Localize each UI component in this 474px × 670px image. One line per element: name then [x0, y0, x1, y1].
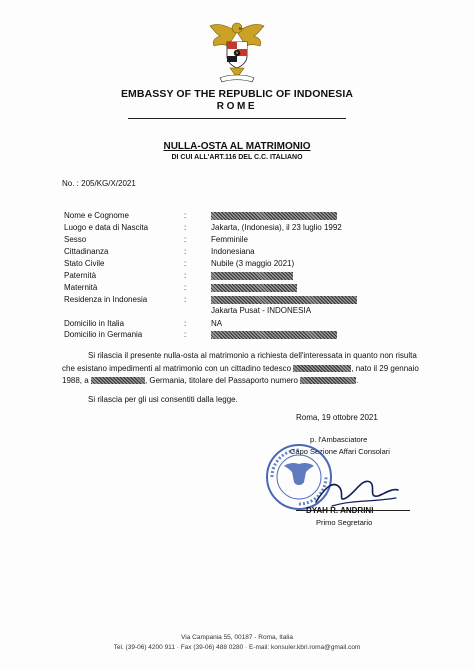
field-separator: : — [184, 319, 187, 328]
redaction-block — [300, 376, 359, 385]
field-label: Luogo e data di Nascita — [64, 223, 149, 232]
field-separator: : — [184, 330, 187, 339]
field-value: Femminile — [211, 235, 248, 244]
redaction-block — [211, 296, 357, 304]
field-row-paternity — [64, 270, 404, 281]
field-value: NA — [211, 319, 223, 328]
redaction-block — [293, 365, 351, 372]
document-title: NULLA-OSTA AL MATRIMONIO — [163, 141, 311, 152]
field-row-maternity — [64, 282, 404, 293]
garuda-emblem-icon — [208, 18, 266, 86]
field-value-redacted — [211, 282, 297, 293]
field-separator: : — [184, 283, 187, 292]
field-value: Nubile (3 maggio 2021) — [211, 259, 295, 268]
field-label: Stato Civile — [64, 259, 105, 268]
embassy-city: ROME — [216, 101, 258, 112]
residence-city: Jakarta Pusat - INDONESIA — [211, 306, 312, 315]
field-row-citizenship — [64, 246, 404, 257]
field-label: Maternità — [64, 283, 98, 292]
field-value-redacted — [211, 270, 293, 281]
redaction-block — [211, 331, 337, 339]
field-value: Jakarta, (Indonesia), il 23 luglio 1992 — [211, 223, 342, 232]
paragraph-text: . — [356, 376, 359, 385]
field-value-redacted — [211, 210, 337, 221]
signatory-role: Capo Sezione Affari Consolari — [290, 447, 390, 456]
field-separator: : — [184, 295, 187, 304]
paragraph-text: , nato il 29 gennaio 1988, a — [62, 363, 419, 385]
redaction-block — [91, 377, 145, 384]
paragraph-text: Si rilascia il presente nulla-osta al matrimonio a richiesta dell'interessata in quanto non risulta che esistano impedimenti al matrimonio con un cittadino tedesco — [62, 351, 417, 373]
field-row-birth — [64, 222, 404, 233]
legal-use-line: Si rilascia per gli usi consentiti dalla legge. — [88, 395, 238, 404]
footer-contacts: Tel. (39-06) 4200 911 · Fax (39-06) 488 0280 · E-mail: konsuler.kbri.roma@gmail.com — [113, 644, 361, 651]
paragraph-text: , Germania, titolare del Passaporto numero — [144, 376, 298, 385]
signatory-name: DYAH R. ANDRINI — [306, 506, 374, 515]
redaction-block — [211, 212, 337, 220]
document-subtitle: DI CUI ALL'ART.116 DEL C.C. ITALIANO — [171, 154, 303, 161]
field-value-redacted — [211, 329, 337, 340]
field-label: Nome e Cognome — [64, 211, 129, 220]
field-row-civil-status — [64, 258, 404, 269]
field-separator: : — [184, 247, 187, 256]
header-divider — [128, 118, 346, 119]
document-number: No. : 205/KG/X/2021 — [62, 179, 136, 188]
footer-address: Via Campania 55, 00187 - Roma, Italia — [181, 634, 293, 641]
field-label: Sesso — [64, 235, 87, 244]
field-label: Residenza in Indonesia — [64, 295, 148, 304]
field-row-domicile-italy — [64, 318, 404, 329]
body-paragraph — [62, 350, 422, 388]
field-separator: : — [184, 223, 187, 232]
field-value-redacted — [211, 294, 357, 305]
field-label: Domicilio in Italia — [64, 319, 125, 328]
field-separator: : — [184, 211, 187, 220]
field-row-sex — [64, 234, 404, 245]
field-label: Domicilio in Germania — [64, 330, 143, 339]
field-separator: : — [184, 259, 187, 268]
field-label: Cittadinanza — [64, 247, 109, 256]
place-date: Roma, 19 ottobre 2021 — [296, 413, 378, 422]
field-separator: : — [184, 271, 187, 280]
redaction-block — [211, 284, 297, 292]
signatory-title: Primo Segretario — [316, 518, 373, 527]
field-row-domicile-germany — [64, 329, 404, 340]
field-value: Indonesiana — [211, 247, 255, 256]
field-row-name — [64, 210, 404, 221]
embassy-name: EMBASSY OF THE REPUBLIC OF INDONESIA — [120, 88, 354, 100]
field-row-residence — [64, 294, 404, 305]
field-separator: : — [184, 235, 187, 244]
field-label: Paternità — [64, 271, 97, 280]
on-behalf-line: p. l'Ambasciatore — [310, 435, 368, 444]
redaction-block — [211, 272, 293, 280]
